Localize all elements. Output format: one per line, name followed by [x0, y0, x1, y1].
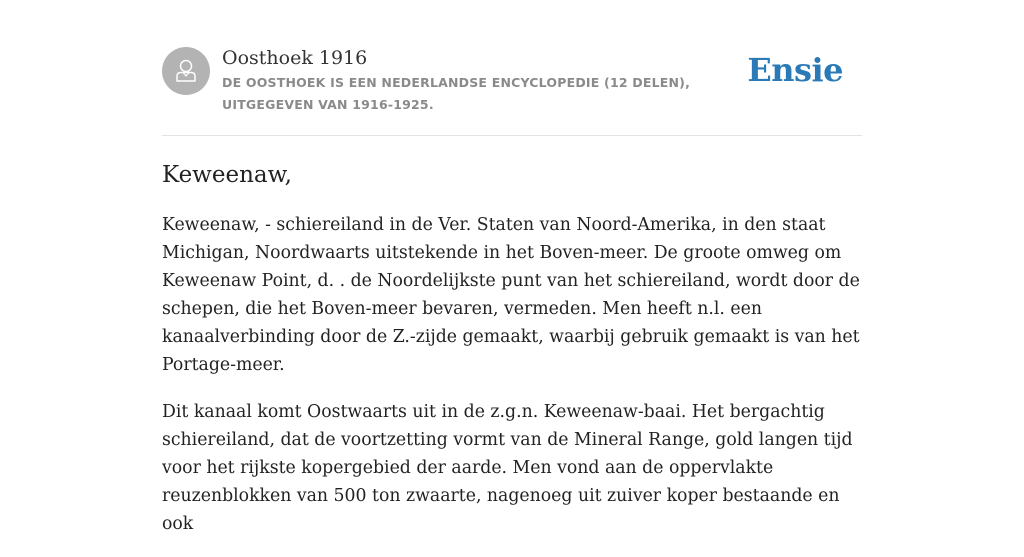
source-title[interactable]: Oosthoek 1916 [222, 47, 368, 69]
article [162, 158, 862, 557]
source-header [162, 46, 862, 136]
article-paragraph: Dit kanaal komt Oostwaarts uit in de z.g.n. Keweenaw-baai. Het bergachtig schiereiland, dat de voortzetting vormt van de Mineral Range, gold langen tijd voor het rijkste kopergebied der aarde. Men vond aan de oppervlakte reuzenblokken van 500 ton zwaarte, nagenoeg uit zuiver koper bestaande en ook [162, 402, 853, 534]
source-info [222, 46, 762, 116]
ensie-logo[interactable]: Ensie [747, 51, 843, 89]
source-description: DE OOSTHOEK IS EEN NEDERLANDSE ENCYCLOPEDIE (12 DELEN), UITGEGEVEN VAN 1916-1925. [222, 75, 691, 112]
article-paragraph: Keweenaw, - schiereiland in de Ver. Staten van Noord-Amerika, in den staat Michigan, Noordwaarts uitstekende in het Boven-meer. De groote omweg om Keweenaw Point, d. . de Noordelijkste punt van het schiereiland, wordt door de schepen, die het Boven-meer bevaren, vermeden. Men heeft n.l. een kanaalverbinding door de Z.-zijde gemaakt, waarbij gebruik gemaakt is van het Portage-meer. [162, 215, 860, 375]
avatar[interactable] [162, 47, 210, 95]
user-icon [171, 56, 201, 86]
article-headword: Keweenaw, [162, 162, 292, 188]
header-divider [162, 135, 862, 136]
